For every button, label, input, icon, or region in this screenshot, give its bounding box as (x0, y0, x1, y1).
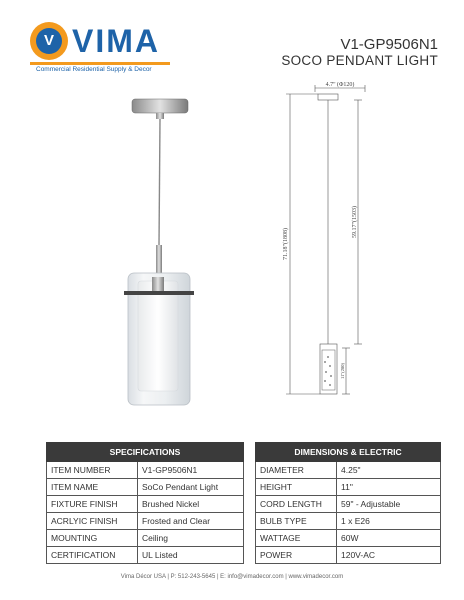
spec-value: Ceiling (138, 530, 244, 547)
table-row (47, 530, 244, 547)
table-row (256, 496, 441, 513)
logo-underline (30, 62, 170, 65)
spec-value: V1-GP9506N1 (138, 462, 244, 479)
dimension-drawing (270, 82, 390, 422)
table-row (47, 513, 244, 530)
product-code: V1-GP9506N1 (340, 36, 438, 53)
specifications-title: SPECIFICATIONS (47, 443, 244, 462)
dim-label: CORD LENGTH (256, 496, 337, 513)
logo-tagline: Commercial Residential Supply & Decor (36, 66, 152, 73)
spec-value: SoCo Pendant Light (138, 479, 244, 496)
dim-value: 60W (337, 530, 441, 547)
logo-letter: V (36, 28, 62, 54)
dim-value: 4.25" (337, 462, 441, 479)
table-row (256, 462, 441, 479)
dim-value: 11" (337, 479, 441, 496)
footer-contact: Vima Décor USA | P: 512-243-5645 | E: info@vimadecor.com | www.vimadecor.com (120, 574, 344, 580)
dimensions-table (255, 442, 441, 564)
table-row (47, 462, 244, 479)
shade-height-label: 11"(280) (340, 363, 345, 379)
top-width-label: 4.7" (Φ120) (325, 82, 355, 88)
product-name: SOCO PENDANT LIGHT (281, 53, 438, 68)
dim-label: WATTAGE (256, 530, 337, 547)
dim-label: BULB TYPE (256, 513, 337, 530)
dim-value: 120V-AC (337, 547, 441, 564)
cord-length-label: 59.17"(1503) (352, 206, 358, 238)
table-row (256, 513, 441, 530)
table-row (47, 496, 244, 513)
logo-emblem (30, 22, 68, 60)
spec-value: Frosted and Clear (138, 513, 244, 530)
dim-value: 59" - Adjustable (337, 496, 441, 513)
spec-label: FIXTURE FINISH (47, 496, 138, 513)
table-row (256, 479, 441, 496)
dim-label: DIAMETER (256, 462, 337, 479)
dim-value: 1 x E26 (337, 513, 441, 530)
spec-label: ACRLYIC FINISH (47, 513, 138, 530)
table-row (47, 547, 244, 564)
specifications-table (46, 442, 244, 564)
cord (159, 119, 160, 245)
table-row (256, 547, 441, 564)
brand-logo (30, 22, 180, 72)
logo-wordmark: VIMA (72, 23, 160, 59)
canopy (132, 99, 188, 113)
dim-label: HEIGHT (256, 479, 337, 496)
dimensions-title: DIMENSIONS & ELECTRIC (256, 443, 441, 462)
spec-label: ITEM NAME (47, 479, 138, 496)
spec-value: Brushed Nickel (138, 496, 244, 513)
spec-label: ITEM NUMBER (47, 462, 138, 479)
overall-height-label: 71.18"(1808) (283, 228, 289, 260)
table-row (256, 530, 441, 547)
table-row (47, 479, 244, 496)
spec-value: UL Listed (138, 547, 244, 564)
product-image (110, 95, 210, 415)
dim-label: POWER (256, 547, 337, 564)
stem (156, 245, 162, 277)
inner-frosted-shade (138, 281, 178, 391)
spec-label: CERTIFICATION (47, 547, 138, 564)
spec-label: MOUNTING (47, 530, 138, 547)
